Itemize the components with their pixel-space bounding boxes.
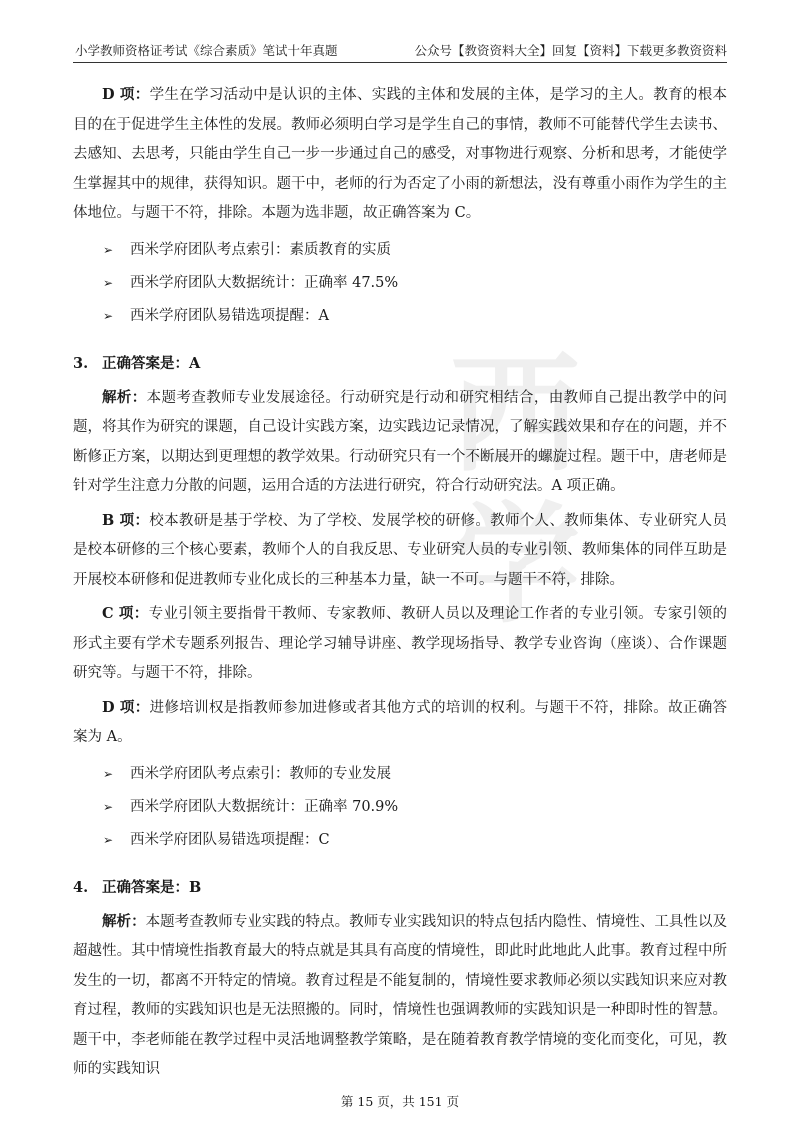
page-body	[73, 80, 727, 1085]
arrowhead-bullet-icon: ➢	[103, 766, 114, 781]
bullet-list	[73, 758, 727, 857]
arrowhead-bullet-icon: ➢	[103, 242, 114, 257]
paragraph	[73, 80, 727, 229]
arrowhead-bullet-icon: ➢	[103, 275, 114, 290]
answer-label: 正确答案是：B	[102, 878, 202, 896]
paragraph	[73, 693, 727, 753]
paragraph	[73, 506, 727, 596]
question-2-continuation	[73, 80, 727, 333]
question-number: 4.	[73, 878, 89, 896]
page-number-footer: 第 15 页，共 151 页	[340, 1094, 460, 1109]
bullet-item: ➢ 西米学府团队大数据统计：正确率 70.9%	[73, 791, 727, 824]
arrowhead-bullet-icon: ➢	[103, 308, 114, 323]
bullet-item: ➢ 西米学府团队考点索引：教师的专业发展	[73, 758, 727, 791]
header-title: 小学教师资格证考试《综合素质》笔试十年真题	[75, 43, 338, 58]
bullet-item: ➢ 西米学府团队考点索引：素质教育的实质	[73, 234, 727, 267]
paragraph-text: 学生在学习活动中是认识的主体、实践的主体和发展的主体，是学习的主人。教育的根本目的在于促进学生主体性的发展。教师必须明白学习是学生自己的事情，教师不可能替代学生去读书、去感知、去思考，只能由学生自己一步一步通过自己的感受，对事物进行观察、分析和思考，才能使学生掌握其中的规律，获得知识。题干中，老师的行为否定了小雨的新想法，没有尊重小雨作为学生的主体地位。与题干不符，排除。本题为选非题，故正确答案为 C。	[73, 87, 728, 221]
arrowhead-bullet-icon: ➢	[103, 799, 114, 814]
bullet-item: ➢ 西米学府团队易错选项提醒：C	[73, 824, 727, 857]
header-promo: 公众号【教资资料大全】回复【资料】下载更多教资资料	[414, 43, 727, 58]
question-4	[73, 875, 727, 1085]
arrowhead-bullet-icon: ➢	[103, 832, 114, 847]
watermark-char: 西	[449, 339, 580, 491]
paragraph-lead: D 项：	[102, 86, 150, 103]
paragraph-lead: C 项：	[102, 605, 149, 622]
bullet-item: ➢ 西米学府团队易错选项提醒：A	[73, 300, 727, 333]
watermark-char: 学	[449, 489, 580, 641]
running-header	[73, 40, 727, 63]
paragraph-text: 校本教研是基于学校、为了学校、发展学校的研修。教师个人、教师集体、专业研究人员是校本研修的三个核心要素，教师个人的自我反思、专业研究人员的专业引领、教师集体的同伴互助是开展校本研修和促进教师专业化成长的三种基本力量，缺一不可。与题干不符，排除。	[73, 512, 728, 588]
paragraph-text: 专业引领主要指骨干教师、专家教师、教研人员以及理论工作者的专业引领。专家引领的形式主要有学术专题系列报告、理论学习辅导讲座、教学现场指导、教学专业咨询（座谈）、合作课题研究等。与题干不符，排除。	[73, 606, 727, 681]
bullet-list	[73, 234, 727, 333]
paragraph-lead: B 项：	[102, 511, 150, 529]
paragraph	[73, 599, 727, 689]
question-heading	[73, 351, 727, 377]
paragraph-text: 进修培训权是指教师参加进修或者其他方式的培训的权利。与题干不符，排除。故正确答案为 A。	[73, 699, 728, 745]
paragraph	[73, 383, 727, 502]
question-heading	[73, 875, 727, 901]
answer-label: 正确答案是：A	[102, 354, 201, 372]
question-number: 3.	[73, 354, 89, 372]
question-3	[73, 351, 727, 857]
bullet-item: ➢ 西米学府团队大数据统计：正确率 47.5%	[73, 267, 727, 300]
paragraph-lead: 解析：	[102, 912, 146, 930]
paragraph-text: 本题考查教师专业实践的特点。教师专业实践知识的特点包括内隐性、情境性、工具性以及超越性。其中情境性指教育最大的特点就是其具有高度的情境性，即此时此地此人此事。教育过程中所发生的一切，都离不开特定的情境。教育过程是不能复制的，情境性要求教师必须以实践知识来应对教育过程，教师的实践知识也是无法照搬的。同时，情境性也强调教师的实践知识是一种即时性的智慧。题干中，李老师能在教学过程中灵活地调整教学策略，是在随着教育教学情境的变化而变化，可见，教师的实践知识	[73, 913, 727, 1077]
paragraph-text: 本题考查教师专业发展途径。行动研究是行动和研究相结合，由教师自己提出教学中的问题，将其作为研究的课题，自己设计实践方案，边实践边记录情况，了解实践效果和存在的问题，并不断修正方案，以期达到更理想的教学效果。行动研究只有一个不断展开的螺旋过程。题干中，唐老师是针对学生注意力分散的问题，运用合适的方法进行研究，符合行动研究法。A 项正确。	[73, 389, 727, 494]
paragraph	[73, 907, 727, 1085]
paragraph-lead: 解析：	[102, 388, 147, 406]
paragraph-lead: D 项：	[102, 698, 150, 716]
